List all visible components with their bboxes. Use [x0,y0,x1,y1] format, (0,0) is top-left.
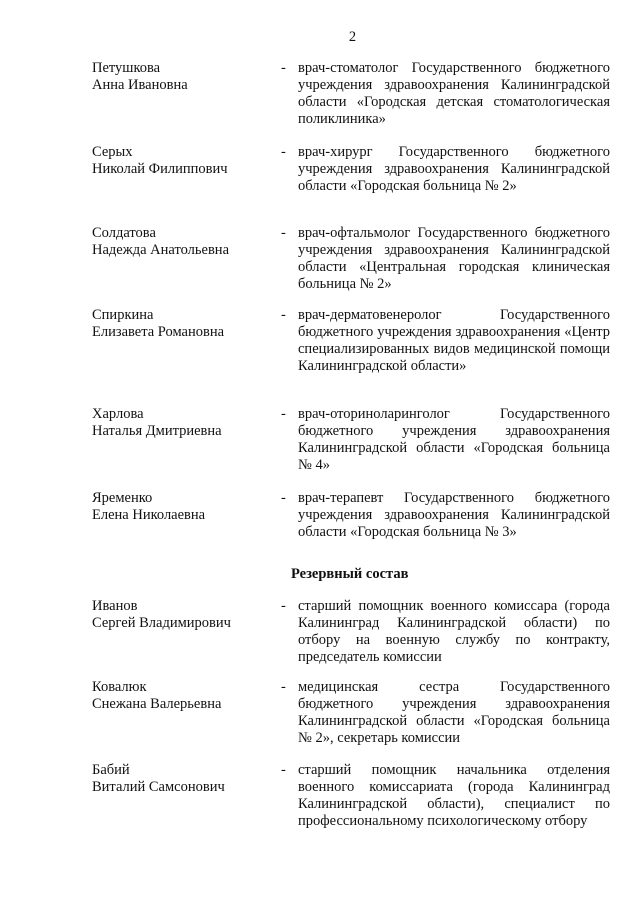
member-description: старший помощник начальника отделения военного комиссариата (города Калининград Калининградской области), специалист по профессиональному психологическому отбору [298,762,610,829]
member-surname: Спиркина [92,307,154,323]
member-given-names: Николай Филиппович [92,161,228,177]
member-description: медицинская сестра Государственного бюджетного учреждения здравоохранения Калининградской области «Городская больница № 2», секретарь комиссии [298,679,610,746]
member-name [92,60,277,94]
member-given-names: Елизавета Романовна [92,324,225,340]
member-description: врач-терапевт Государственного бюджетного учреждения здравоохранения Калининградской области «Городская больница № 3» [298,490,610,540]
member-given-names: Сергей Владимирович [92,615,231,631]
member-surname: Иванов [92,598,138,614]
member-name [92,144,277,178]
member-given-names: Анна Ивановна [92,77,188,93]
member-surname: Ковалюк [92,679,147,695]
dash-separator: - [281,762,286,778]
member-surname: Яременко [92,490,153,506]
member-description: врач-дерматовенеролог Государственного бюджетного учреждения здравоохранения «Центр специализированных видов медицинской помощи Калининградской области» [298,307,610,374]
member-surname: Солдатова [92,225,156,241]
dash-separator: - [281,679,286,695]
member-description: врач-оториноларинголог Государственного бюджетного учреждения здравоохранения Калининградской области «Городская больница № 4» [298,406,610,473]
member-surname: Харлова [92,406,144,422]
member-given-names: Елена Николаевна [92,507,206,523]
dash-separator: - [281,406,286,422]
member-given-names: Снежана Валерьевна [92,696,222,712]
member-name [92,679,277,713]
member-given-names: Надежда Анатольевна [92,242,229,258]
member-name [92,490,277,524]
member-surname: Бабий [92,762,130,778]
reserve-section-heading: Резервный состав [291,566,409,582]
member-name [92,225,277,259]
member-surname: Серых [92,144,133,160]
dash-separator: - [281,598,286,614]
member-description: врач-хирург Государственного бюджетного учреждения здравоохранения Калининградской области «Городская больница № 2» [298,144,610,194]
member-given-names: Виталий Самсонович [92,779,225,795]
dash-separator: - [281,307,286,323]
member-description: врач-стоматолог Государственного бюджетного учреждения здравоохранения Калининградской области «Городская детская стоматологическая поликлиника» [298,60,610,127]
member-surname: Петушкова [92,60,161,76]
page-number: 2 [348,29,357,45]
dash-separator: - [281,144,286,160]
dash-separator: - [281,60,286,76]
member-name [92,406,277,440]
member-name [92,307,277,341]
dash-separator: - [281,490,286,506]
member-given-names: Наталья Дмитриевна [92,423,222,439]
member-name [92,762,277,796]
member-name [92,598,277,632]
dash-separator: - [281,225,286,241]
member-description: врач-офтальмолог Государственного бюджетного учреждения здравоохранения Калининградской области «Центральная городская клиническая больница № 2» [298,225,610,292]
member-description: старший помощник военного комиссара (города Калининград Калининградской области) по отбору на военную службу по контракту, председатель комиссии [298,598,610,665]
